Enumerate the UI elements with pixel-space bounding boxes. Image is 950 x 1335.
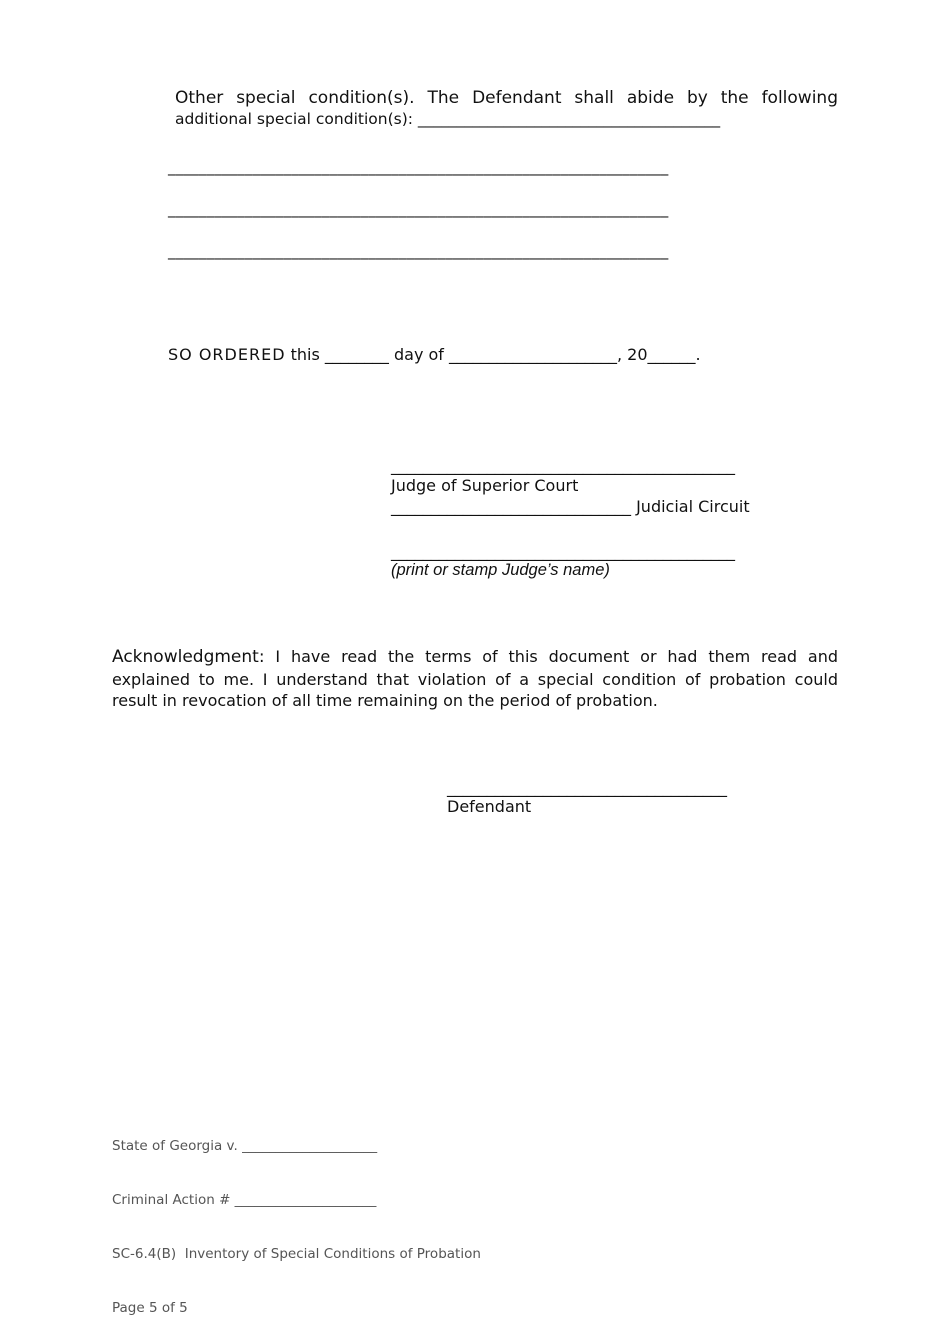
judge-signature-line[interactable]: ___________________________________________ [391, 456, 735, 475]
acknowledgment-paragraph [112, 646, 838, 712]
condition-blank-line-3[interactable]: _________________________________________________________________ [168, 242, 669, 260]
judge-name-line[interactable]: ___________________________________________ [391, 542, 735, 561]
footer-state-of-georgia: State of Georgia v. ____________________ [112, 1138, 378, 1154]
acknowledgment-text: I have read the terms of this document or had them read and explained to me. I understand that violation of a special condition of probation could result in revocation of all time remaining on the period of probation. [112, 647, 838, 710]
condition-blank-line-2[interactable]: _________________________________________________________________ [168, 200, 669, 218]
defendant-label: Defendant [447, 797, 532, 816]
judicial-circuit-line[interactable]: ______________________________ Judicial Circuit [391, 497, 750, 516]
judge-name-note: (print or stamp Judge’s name) [391, 561, 610, 579]
acknowledgment-lead: Acknowledgment: [112, 647, 265, 667]
special-conditions-intro: Other special condition(s). The Defendant shall abide by the following [175, 88, 838, 108]
additional-conditions-field[interactable]: additional special condition(s): _______________________________________ [175, 110, 721, 128]
footer-page-number: Page 5 of 5 [112, 1300, 188, 1316]
judge-title: Judge of Superior Court [391, 476, 579, 495]
other-special-conditions [175, 88, 838, 130]
footer-criminal-action: Criminal Action # _____________________ [112, 1192, 377, 1208]
condition-blank-line-1[interactable]: _________________________________________________________________ [168, 158, 669, 176]
page-footer [112, 1101, 481, 1335]
so-ordered-label: SO ORDERED [168, 345, 286, 364]
order-date-fields[interactable]: this ________ day of _____________________, 20______. [285, 345, 701, 364]
defendant-signature-line[interactable]: ___________________________________ [447, 778, 727, 797]
so-ordered-line [168, 345, 701, 364]
footer-form-id: SC-6.4(B) Inventory of Special Conditions of Probation [112, 1246, 481, 1262]
